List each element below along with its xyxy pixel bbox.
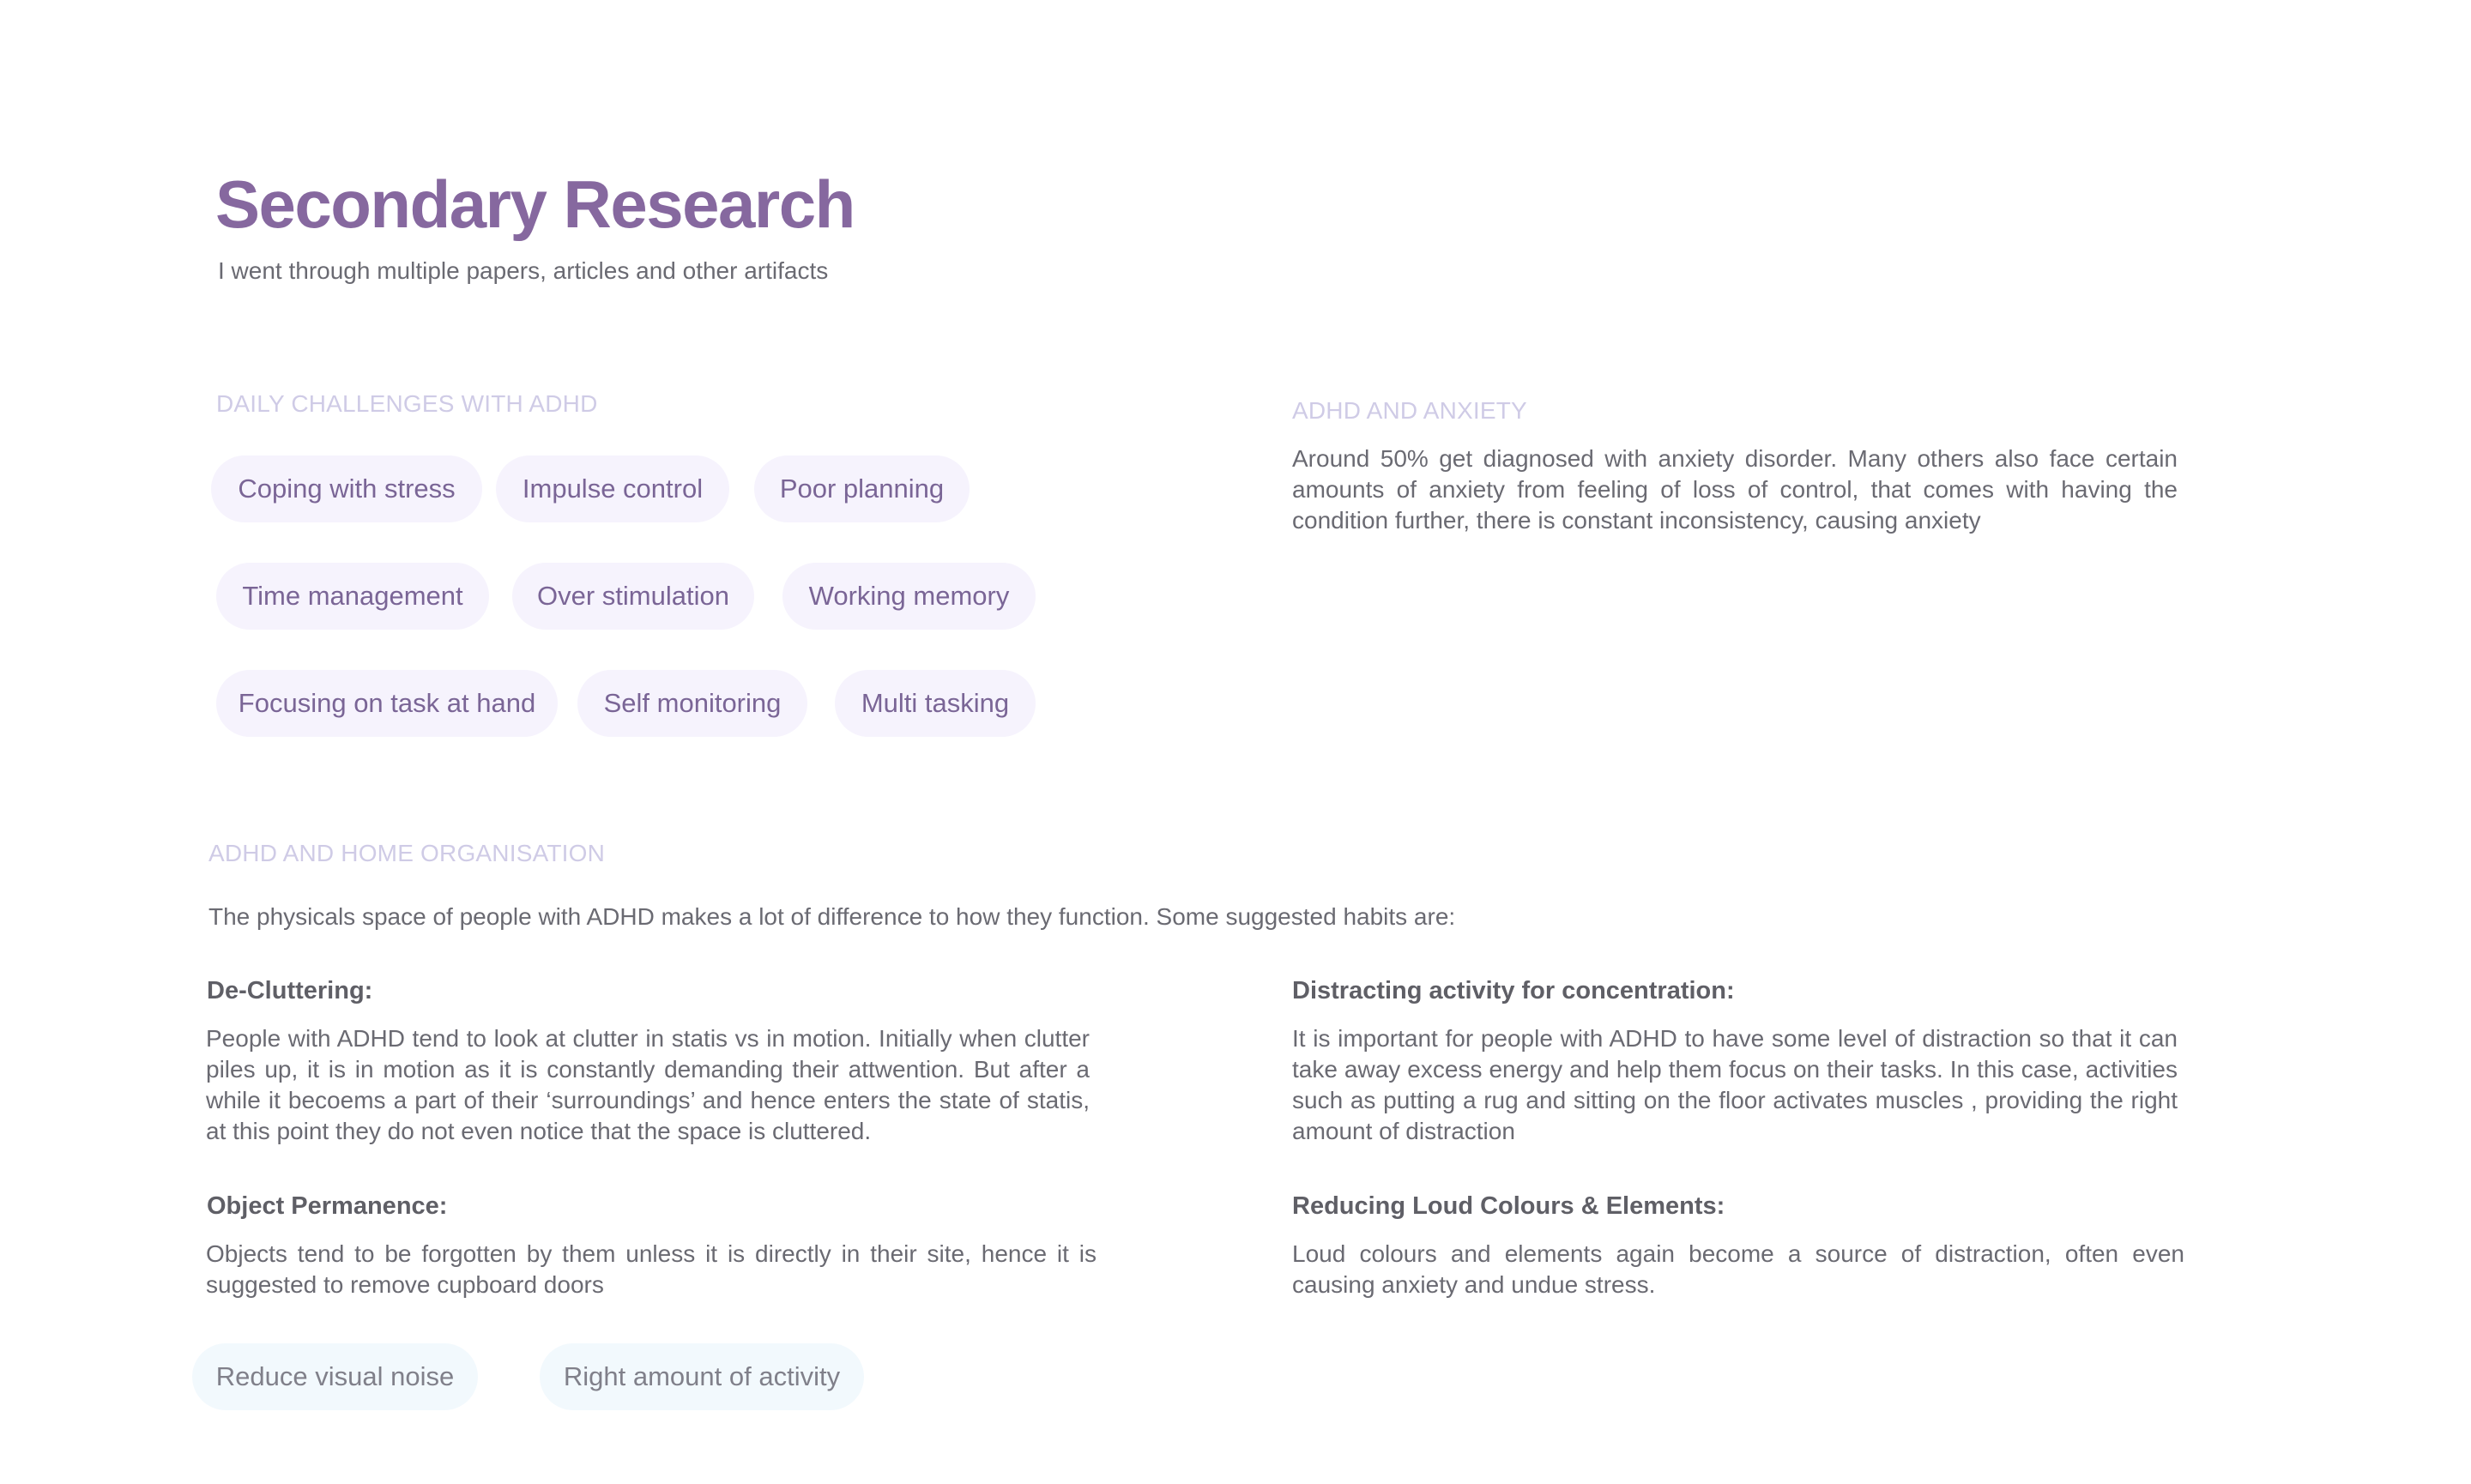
section-label-daily-challenges: DAILY CHALLENGES WITH ADHD (216, 390, 598, 417)
page-title: Secondary Research (215, 166, 855, 242)
chip-focusing-on-task[interactable]: Focusing on task at hand (216, 670, 558, 737)
chip-right-amount-of-activity[interactable]: Right amount of activity (540, 1343, 864, 1410)
habit-title-distracting-activity: Distracting activity for concentration: (1292, 977, 1735, 1004)
habit-title-reducing-loud-colours: Reducing Loud Colours & Elements: (1292, 1192, 1725, 1220)
chip-poor-planning[interactable]: Poor planning (754, 455, 970, 522)
home-organisation-intro: The physicals space of people with ADHD makes a lot of difference to how they function. Some suggested habits are: (208, 903, 1456, 930)
chip-working-memory[interactable]: Working memory (782, 563, 1036, 630)
chip-impulse-control[interactable]: Impulse control (496, 455, 729, 522)
page-subtitle: I went through multiple papers, articles and other artifacts (218, 257, 829, 284)
anxiety-paragraph: Around 50% get diagnosed with anxiety disorder. Many others also face certain amounts of anxiety from feeling of loss of control, that comes with having the condition further, there is constant inconsistency, causing anxiety (1292, 445, 2178, 534)
chip-self-monitoring[interactable]: Self monitoring (577, 670, 807, 737)
habit-text-distracting-activity: It is important for people with ADHD to have some level of distraction so that it can take away excess energy and help them focus on their tasks. In this case, activities such as putting a rug and sitting on the floor activates muscles , providing the right amount of distraction (1292, 1025, 2178, 1144)
habit-text-reducing-loud-colours: Loud colours and elements again become a source of distraction, often even causing anxiety and undue stress. (1292, 1240, 2184, 1298)
section-label-adhd-anxiety: ADHD AND ANXIETY (1292, 397, 1527, 424)
habit-title-object-permanence: Object Permanence: (207, 1192, 448, 1220)
habit-title-de-cluttering: De-Cluttering: (207, 977, 373, 1004)
chip-multi-tasking[interactable]: Multi tasking (835, 670, 1036, 737)
chip-reduce-visual-noise[interactable]: Reduce visual noise (192, 1343, 478, 1410)
chip-coping-with-stress[interactable]: Coping with stress (211, 455, 482, 522)
chip-over-stimulation[interactable]: Over stimulation (512, 563, 754, 630)
chip-time-management[interactable]: Time management (216, 563, 489, 630)
habit-text-object-permanence: Objects tend to be forgotten by them unless it is directly in their site, hence it is suggested to remove cupboard doors (206, 1240, 1097, 1298)
habit-text-de-cluttering: People with ADHD tend to look at clutter in statis vs in motion. Initially when clutter piles up, it is in motion as it is constantly demanding their attwention. But after a while it becoems a part of their ‘surroundings’ and hence enters the state of statis, at this point they do not even notice that the space is cluttered. (206, 1025, 1090, 1144)
section-label-home-organisation: ADHD AND HOME ORGANISATION (208, 840, 606, 866)
